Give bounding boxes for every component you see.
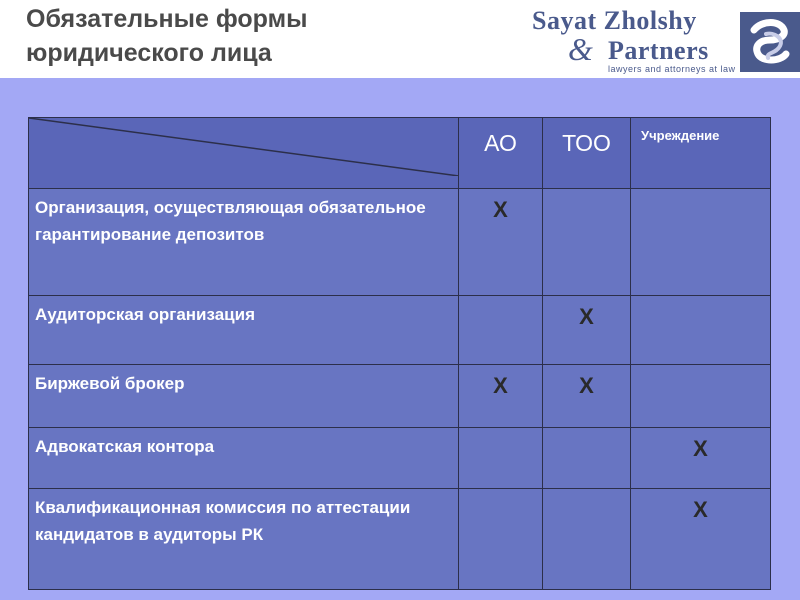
table-row bbox=[29, 189, 771, 296]
mark-cell: X bbox=[631, 428, 771, 489]
mark-cell bbox=[631, 365, 771, 428]
column-header-ao: АО bbox=[459, 118, 543, 189]
logo-ampersand: & bbox=[568, 31, 593, 67]
mark-cell bbox=[459, 489, 543, 590]
logo-line-1: Sayat Zholshy bbox=[532, 6, 697, 35]
column-header-too: ТОО bbox=[543, 118, 631, 189]
mark-cell: X bbox=[459, 189, 543, 296]
row-label: Биржевой брокер bbox=[29, 365, 459, 428]
table-header-row bbox=[29, 118, 771, 189]
diagonal-divider bbox=[29, 118, 459, 176]
corner-cell bbox=[29, 118, 459, 189]
mark-cell bbox=[543, 189, 631, 296]
row-label: Аудиторская организация bbox=[29, 296, 459, 365]
mark-cell: X bbox=[543, 296, 631, 365]
table-row bbox=[29, 365, 771, 428]
table-row bbox=[29, 489, 771, 590]
column-header-institution: Учреждение bbox=[631, 118, 771, 189]
mark-cell bbox=[631, 296, 771, 365]
mark-cell bbox=[543, 428, 631, 489]
title-line-2: юридического лица bbox=[26, 39, 272, 67]
table-row bbox=[29, 428, 771, 489]
slide-title bbox=[26, 2, 307, 70]
legal-forms-table bbox=[28, 117, 771, 590]
row-label: Квалификационная комиссия по аттестации кандидатов в аудиторы РК bbox=[29, 489, 459, 590]
slide-content bbox=[0, 78, 800, 600]
slide-header bbox=[0, 0, 800, 78]
title-line-1: Обязательные формы bbox=[26, 5, 308, 33]
table-row bbox=[29, 296, 771, 365]
logo-tagline: lawyers and attorneys at law bbox=[608, 64, 736, 74]
row-label: Адвокатская контора bbox=[29, 428, 459, 489]
mark-cell: X bbox=[631, 489, 771, 590]
mark-cell bbox=[459, 428, 543, 489]
mark-cell: X bbox=[459, 365, 543, 428]
mark-cell bbox=[631, 189, 771, 296]
mark-cell: X bbox=[543, 365, 631, 428]
row-label: Организация, осуществляющая обязательное гарантирование депозитов bbox=[29, 189, 459, 296]
mark-cell bbox=[459, 296, 543, 365]
logo-line-2: Partners bbox=[608, 36, 709, 65]
mark-cell bbox=[543, 489, 631, 590]
logo-mark-icon bbox=[740, 12, 800, 72]
